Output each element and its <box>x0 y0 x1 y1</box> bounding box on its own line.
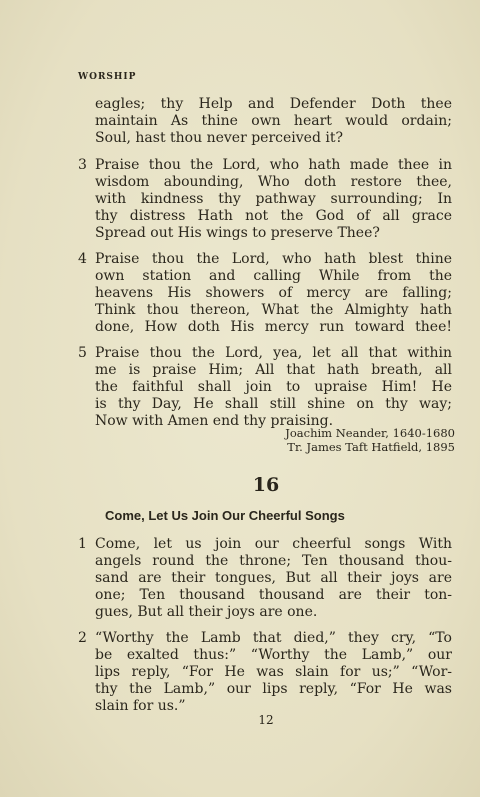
stanza-number: 1 <box>78 536 87 552</box>
stanza-line: “Worthy the Lamb that died,” they cry, “To <box>95 630 452 646</box>
hymn-title: Come, Let Us Join Our Cheerful Songs <box>105 508 345 523</box>
stanza-line: the faithful shall join to upraise Him! He <box>95 379 452 395</box>
stanza-line: gues, But all their joys are one. <box>95 604 318 620</box>
stanza-line: wisdom abounding, Who doth restore thee, <box>95 174 452 190</box>
hymn-number: 16 <box>252 474 280 496</box>
stanza-line: angels round the throne; Ten thousand thou- <box>95 553 452 569</box>
stanza-number: 3 <box>78 157 87 173</box>
stanza-line: Spread out His wings to preserve Thee? <box>95 225 380 241</box>
stanza-line: eagles; thy Help and Defender Doth thee <box>95 96 452 112</box>
stanza-line: Now with Amen end thy praising. <box>95 413 334 429</box>
stanza-line: Praise thou the Lord, yea, let all that within <box>95 345 452 361</box>
stanza-line: me is praise Him; All that hath breath, all <box>95 362 452 378</box>
stanza-line: Soul, hast thou never perceived it? <box>95 130 343 146</box>
translator-credit: Tr. James Taft Hatfield, 1895 <box>287 440 455 454</box>
stanza-number: 2 <box>78 630 87 646</box>
stanza-line: maintain As thine own heart would ordain; <box>95 113 452 129</box>
stanza-number: 4 <box>78 251 87 267</box>
stanza-line: sand are their tongues, But all their joys are <box>95 570 452 586</box>
stanza-line: slain for us.” <box>95 698 186 714</box>
stanza-line: heavens His showers of mercy are falling; <box>95 285 452 301</box>
stanza-line: thy distress Hath not the God of all grace <box>95 208 452 224</box>
stanza-line: thy the Lamb,” our lips reply, “For He was <box>95 681 452 697</box>
stanza-line: done, How doth His mercy run toward thee! <box>95 319 452 335</box>
stanza-number: 5 <box>78 345 87 361</box>
stanza-line: Praise thou the Lord, who hath made thee in <box>95 157 452 173</box>
stanza-line: is thy Day, He shall still shine on thy way; <box>95 396 452 412</box>
stanza-line: Come, let us join our cheerful songs With <box>95 536 452 552</box>
author-credit: Joachim Neander, 1640-1680 <box>285 426 455 440</box>
stanza-line: be exalted thus:” “Worthy the Lamb,” our <box>95 647 452 663</box>
stanza-line: with kindness thy pathway surrounding; In <box>95 191 452 207</box>
running-head: WORSHIP <box>78 72 137 82</box>
stanza-line: lips reply, “For He was slain for us;” “Wor- <box>95 664 452 680</box>
stanza-line: own station and calling While from the <box>95 268 452 284</box>
stanza-line: one; Ten thousand thousand are their ton- <box>95 587 452 603</box>
stanza-line: Think thou thereon, What the Almighty hath <box>95 302 452 318</box>
stanza-line: Praise thou the Lord, who hath blest thine <box>95 251 452 267</box>
page-number: 12 <box>258 713 274 727</box>
